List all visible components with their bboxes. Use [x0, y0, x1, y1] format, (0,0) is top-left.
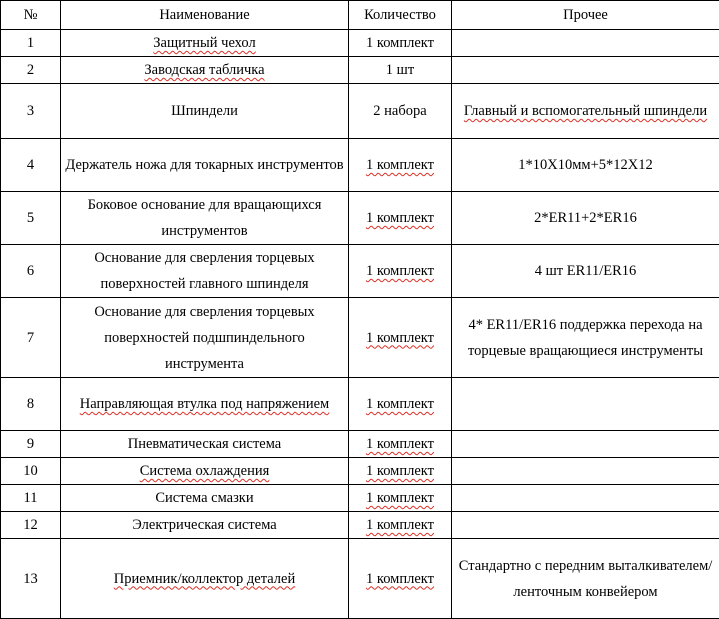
row-name	[61, 30, 349, 57]
row-name-text: Защитный чехол	[153, 35, 255, 51]
row-quantity	[349, 512, 452, 539]
row-name: Основание для сверления торцевых поверхностей подшпиндельного инструмента	[61, 298, 349, 378]
row-number: 2	[1, 57, 61, 84]
row-quantity-text: 1 комплект	[366, 463, 434, 479]
row-quantity	[349, 485, 452, 512]
row-quantity: 1 комплект	[349, 30, 452, 57]
row-other	[452, 30, 719, 57]
row-number: 5	[1, 192, 61, 245]
row-number: 8	[1, 378, 61, 431]
header-name: Наименование	[61, 1, 349, 30]
row-quantity-text: 1 комплект	[366, 571, 434, 587]
row-name: Основание для сверления торцевых поверхностей главного шпинделя	[61, 245, 349, 298]
row-quantity-text: 1 комплект	[366, 490, 434, 506]
row-other	[452, 84, 719, 139]
row-number: 7	[1, 298, 61, 378]
row-name-text: Приемник/коллектор деталей	[114, 571, 295, 587]
row-other	[452, 378, 719, 431]
row-name	[61, 57, 349, 84]
table-row	[1, 458, 719, 485]
table-row	[1, 378, 719, 431]
row-other	[452, 431, 719, 458]
table-row	[1, 431, 719, 458]
row-number: 9	[1, 431, 61, 458]
table-row	[1, 84, 719, 139]
row-quantity-text: 1 комплект	[366, 263, 434, 279]
row-quantity	[349, 192, 452, 245]
row-name: Шпиндели	[61, 84, 349, 139]
row-number: 6	[1, 245, 61, 298]
row-quantity-text: 1 комплект	[366, 210, 434, 226]
row-quantity	[349, 458, 452, 485]
row-other	[452, 57, 719, 84]
table-row	[1, 139, 719, 192]
row-number: 12	[1, 512, 61, 539]
row-name	[61, 378, 349, 431]
header-number: №	[1, 1, 61, 30]
row-quantity	[349, 139, 452, 192]
row-number: 1	[1, 30, 61, 57]
header-row	[1, 1, 719, 30]
row-name-text: Направляющая втулка под напряжением	[80, 396, 330, 412]
row-number: 3	[1, 84, 61, 139]
table-row	[1, 30, 719, 57]
row-other: 4 шт ER11/ER16	[452, 245, 719, 298]
table-row	[1, 298, 719, 378]
row-quantity	[349, 431, 452, 458]
row-number: 4	[1, 139, 61, 192]
row-name: Пневматическая система	[61, 431, 349, 458]
row-other	[452, 512, 719, 539]
row-number: 13	[1, 539, 61, 619]
row-other: 2*ER11+2*ER16	[452, 192, 719, 245]
row-name-text: Заводская табличка	[144, 62, 264, 78]
table-row	[1, 245, 719, 298]
table-row	[1, 192, 719, 245]
row-other-text: Главный и вспомогательный шпиндели	[464, 103, 707, 119]
table-row	[1, 512, 719, 539]
row-number: 10	[1, 458, 61, 485]
row-quantity: 1 шт	[349, 57, 452, 84]
row-other	[452, 485, 719, 512]
row-quantity-text: 1 комплект	[366, 517, 434, 533]
row-quantity	[349, 298, 452, 378]
row-quantity: 2 набора	[349, 84, 452, 139]
row-name: Электрическая система	[61, 512, 349, 539]
row-name	[61, 458, 349, 485]
row-number: 11	[1, 485, 61, 512]
row-name: Боковое основание для вращающихся инструментов	[61, 192, 349, 245]
header-other: Прочее	[452, 1, 719, 30]
row-other	[452, 458, 719, 485]
row-quantity-text: 1 комплект	[366, 436, 434, 452]
row-quantity	[349, 378, 452, 431]
row-other: 4* ER11/ER16 поддержка перехода на торцевые вращающиеся инструменты	[452, 298, 719, 378]
row-other: 1*10X10мм+5*12X12	[452, 139, 719, 192]
row-name-text: Система охлаждения	[140, 463, 270, 479]
table-row	[1, 57, 719, 84]
row-quantity-text: 1 комплект	[366, 330, 434, 346]
row-other: Стандартно с передним выталкивателем/ленточным конвейером	[452, 539, 719, 619]
row-name: Система смазки	[61, 485, 349, 512]
row-name: Держатель ножа для токарных инструментов	[61, 139, 349, 192]
header-quantity: Количество	[349, 1, 452, 30]
table-row	[1, 485, 719, 512]
row-quantity	[349, 245, 452, 298]
row-quantity-text: 1 комплект	[366, 157, 434, 173]
row-quantity-text: 1 комплект	[366, 396, 434, 412]
